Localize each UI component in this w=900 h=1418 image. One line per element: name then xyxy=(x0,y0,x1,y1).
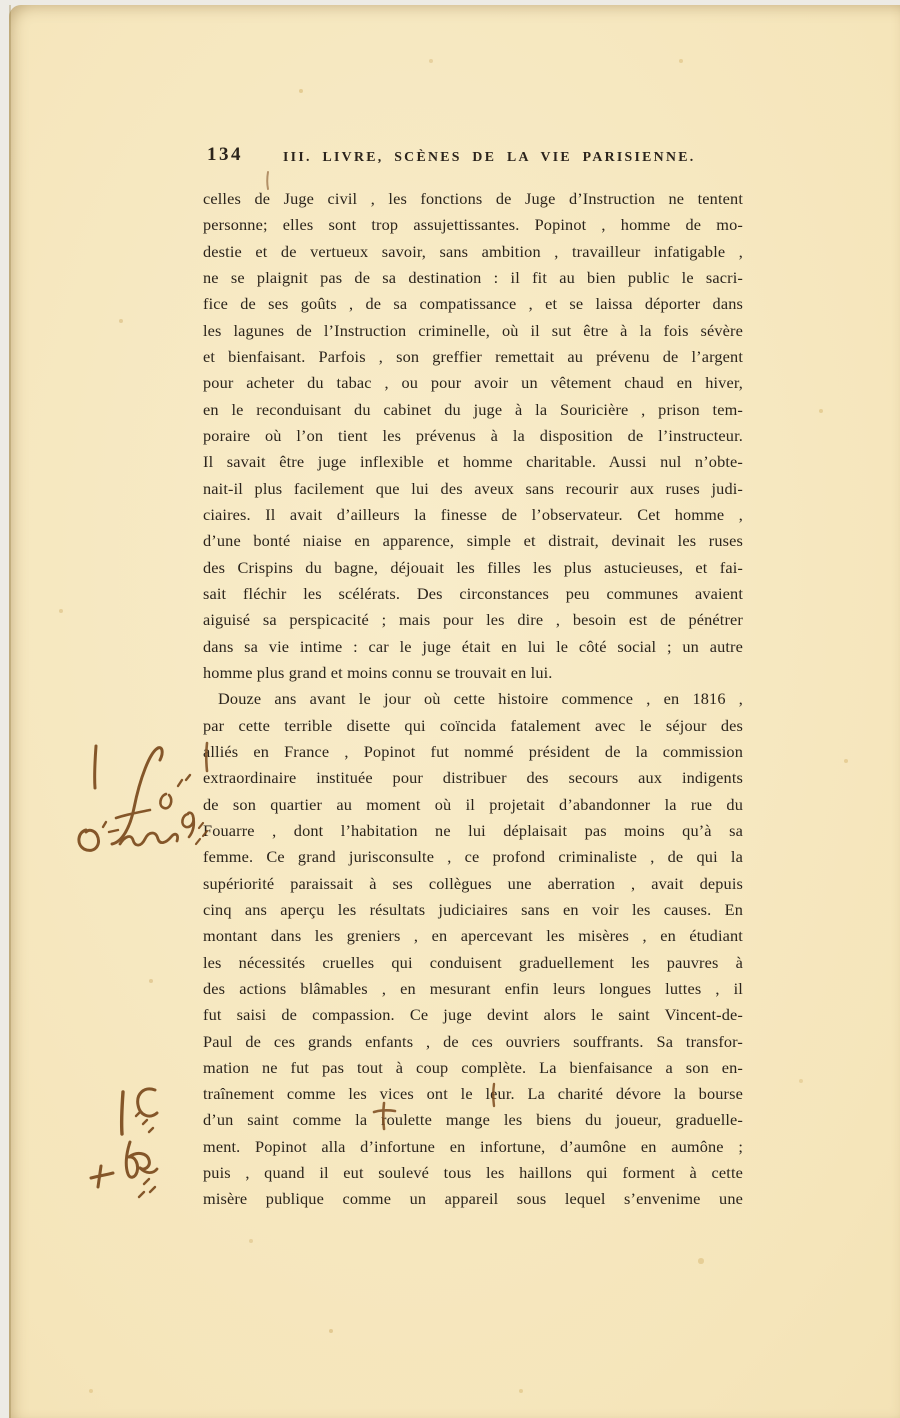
paper-left-edge xyxy=(9,5,11,1418)
body-text xyxy=(203,186,743,1213)
page-number: 134 xyxy=(207,144,243,165)
text-line: cinq ans aperçu les résultats judiciaires sans en voir les causes. En xyxy=(203,899,743,919)
text-line: fut saisi de compassion. Ce juge devint alors le saint Vincent-de- xyxy=(203,1005,743,1025)
text-line: des Crispins du bagne, déjouait les filles les plus astucieuses, et fai- xyxy=(203,557,743,577)
proof-mark-charite-capital xyxy=(488,1082,500,1110)
text-line: pour acheter du tabac , ou pour avoir un vêtement chaud en hiver, xyxy=(203,373,743,393)
handwritten-annotation-2 xyxy=(70,1080,190,1210)
text-line: de son quartier au moment où il projetait d’abandonner la rue du xyxy=(203,794,743,814)
text-line: d’une bonté niaise en apparence, simple et distrait, devinait les ruses xyxy=(203,531,743,551)
text-line: extraordinaire instituée pour distribuer des secours aux indigents xyxy=(203,768,743,788)
text-line: fice de ses goûts , de sa compatissance , et se laissa déporter dans xyxy=(203,294,743,314)
running-header: III. LIVRE, SCÈNES DE LA VIE PARISIENNE. xyxy=(283,149,696,164)
text-line: destie et de vertueux savoir, sans ambition , travailleur infatigable , xyxy=(203,241,743,261)
text-line: d’un saint comme la roulette mange les biens du joueur, graduelle- xyxy=(203,1110,743,1130)
text-line: aiguisé sa perspicacité ; mais pour les dire , besoin est de pénétrer xyxy=(203,610,743,630)
text-line: sait fléchir les scélérats. Des circonstances peu communes avaient xyxy=(203,583,743,603)
text-line: ne se plaignit pas de sa destination : il fit au bien public le sacri- xyxy=(203,267,743,287)
text-line: Fouarre , dont l’habitation ne lui déplaisait pas moins qu’à sa xyxy=(203,820,743,840)
text-line: montant dans les greniers , en apercevant les misères , en étudiant xyxy=(203,926,743,946)
text-line: supériorité paraissait à ses collègues une aberration , avait depuis xyxy=(203,873,743,893)
text-line: les lagunes de l’Instruction criminelle, où il sut être à la fois sévère xyxy=(203,320,743,340)
text-line: Il savait être juge inflexible et homme charitable. Aussi nul n’obte- xyxy=(203,452,743,472)
text-line: nait-il plus facilement que lui des aveux sans recourir aux ruses judi- xyxy=(203,478,743,498)
paper-specks xyxy=(0,0,2,2)
text-line: et bienfaisant. Parfois , son greffier remettait au prévenu de l’argent xyxy=(203,346,743,366)
text-line: mation ne fut pas tout à coup complète. La bienfaisance a son en- xyxy=(203,1057,743,1077)
text-line: femme. Ce grand jurisconsulte , ce profond criminaliste , de qui la xyxy=(203,847,743,867)
text-line: ciaires. Il avait d’ailleurs la finesse de l’observateur. Cet homme , xyxy=(203,504,743,524)
text-line: traînement comme les vices ont le leur. La charité dévore la bourse xyxy=(203,1084,743,1104)
text-line: les nécessités cruelles qui conduisent graduellement les pauvres à xyxy=(203,952,743,972)
proof-mark-page-number xyxy=(263,169,273,193)
text-line: celles de Juge civil , les fonctions de Juge d’Instruction ne tentent xyxy=(203,189,743,208)
text-line: puis , quand il eut soulevé tous les haillons qui forment à cette xyxy=(203,1163,743,1183)
text-line: misère publique comme un appareil sous lequel s’envenime une xyxy=(203,1189,743,1209)
text-line: Paul de ces grands enfants , de ces ouvriers souffrants. Sa transfor- xyxy=(203,1031,743,1051)
text-line: homme plus grand et moins connu se trouvait en lui. xyxy=(203,662,553,682)
text-line: poraire où l’on tient les prévenus à la disposition de l’instructeur. xyxy=(203,425,743,445)
text-line: ment. Popinot alla d’infortune en infortune, d’aumône en aumône ; xyxy=(203,1136,743,1156)
text-line: en le reconduisant du cabinet du juge à la Souricière , prison tem- xyxy=(203,399,743,419)
text-line: alliés en France , Popinot fut nommé président de la commission xyxy=(203,741,743,761)
text-line: par cette terrible disette qui coïncida fatalement avec le séjour des xyxy=(203,715,743,735)
proof-mark-allies-capital xyxy=(200,740,214,776)
text-line: personne; elles sont trop assujettissantes. Popinot , homme de mo- xyxy=(203,215,743,235)
text-line: Douze ans avant le jour où cette histoire commence , en 1816 , xyxy=(218,689,743,709)
text-line: dans sa vie intime : car le juge était en lui le côté social ; un autre xyxy=(203,636,743,656)
proof-mark-roulette-capital xyxy=(371,1100,397,1132)
handwritten-annotation-1 xyxy=(70,730,210,860)
text-line: des actions blâmables , en mesurant enfin leurs longues luttes , il xyxy=(203,978,743,998)
